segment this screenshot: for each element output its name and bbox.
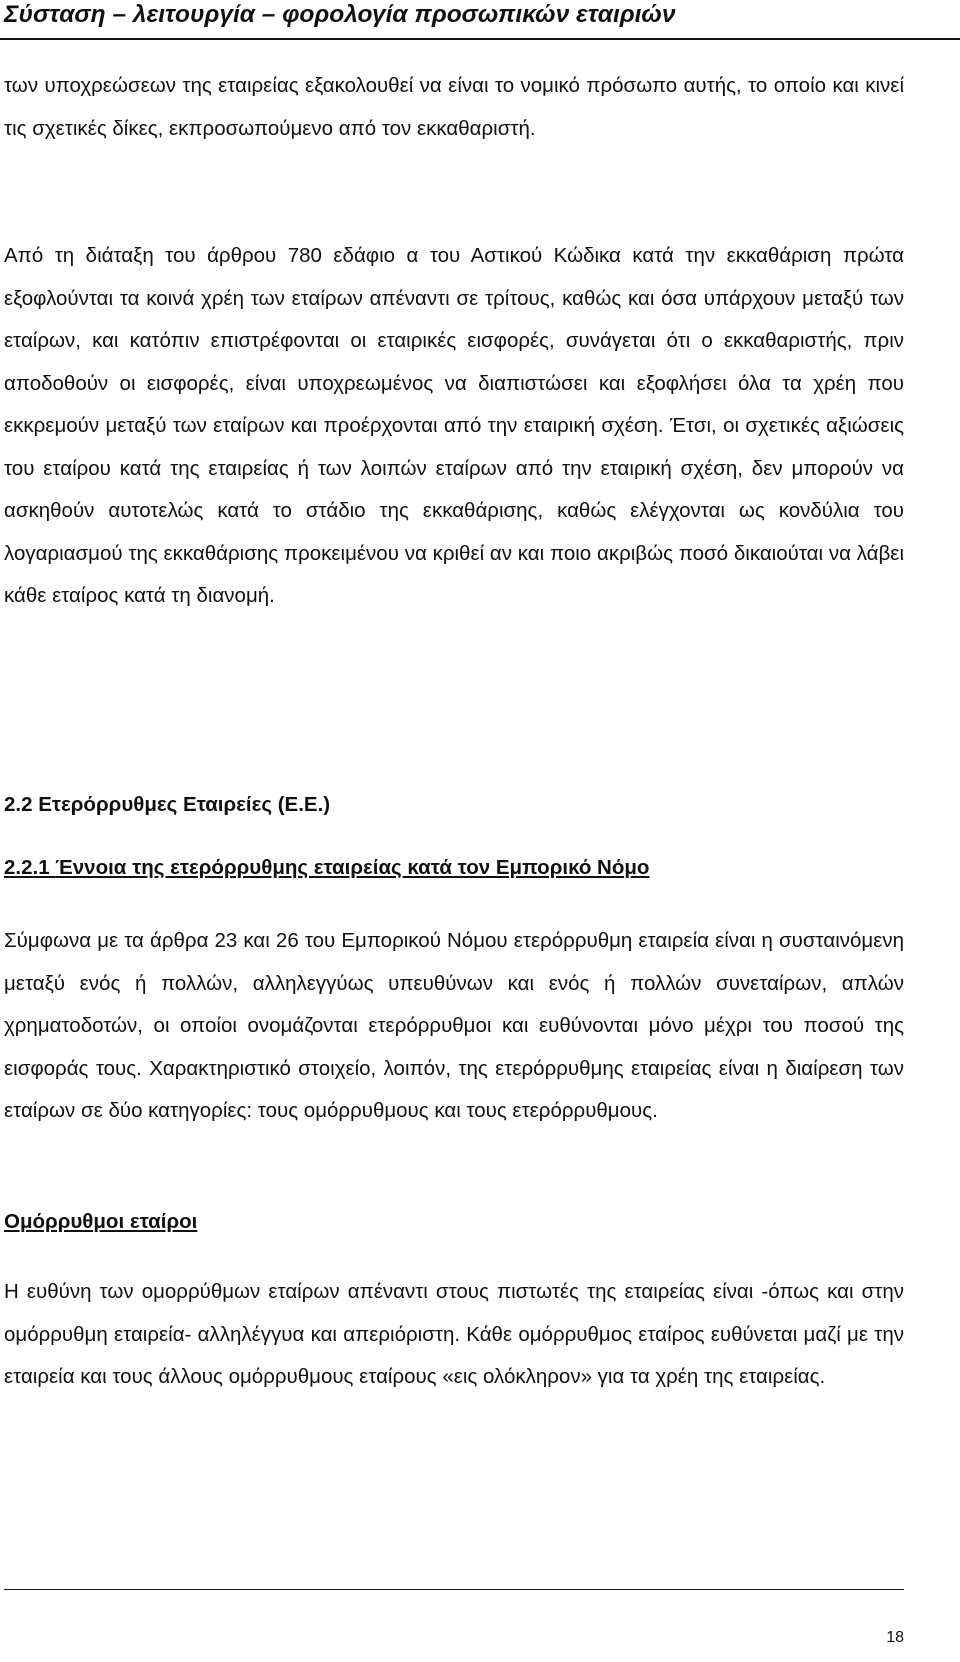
paragraph-liquidation-continued: των υποχρεώσεων της εταιρείας εξακολουθεί να είναι το νομικό πρόσωπο αυτής, το οποίο και κινεί τις σχετικές δίκες, εκπροσωπούμενο από τον εκκαθαριστή. [4, 74, 904, 140]
subsection-heading-definition [4, 853, 649, 883]
page-header [0, 0, 960, 40]
running-header-title: Σύσταση – λειτουργία – φορολογία προσωπικών εταιριών [4, 1, 676, 28]
heading-general-partners-text: Ομόρρυθμοι εταίροι [4, 1210, 198, 1233]
subsection-title: Έννοια της ετερόρρυθμης εταιρείας κατά τον Εμπορικό Νόμο [55, 856, 650, 879]
paragraph-definition: Σύμφωνα με τα άρθρα 23 και 26 του Εμπορικού Νόμου ετερόρρυθμη εταιρεία είναι η συσταινόμενη μεταξύ ενός ή πολλών, αλληλεγγύως υπευθύνων και ενός ή πολλών συνεταίρων, απλών χρηματοδοτών, οι οποίοι ονομάζονται ετερόρρυθμοι και ευθύνονται μόνο μέχρι του ποσού της εισφοράς τους. Χαρακτηριστικό στοιχείο, λοιπόν, της ετερόρρυθμης εταιρείας είναι η διαίρεση των εταίρων σε δύο κατηγορίες: τους ομόρρυθμους και τους ετερόρρυθμους. [4, 929, 904, 1122]
page-number: 18 [886, 1629, 904, 1646]
footer-divider [4, 1589, 904, 1590]
subsection-number: 2.2.1 [4, 856, 56, 879]
section-heading-limited-partnerships: 2.2 Ετερόρρυθμες Εταιρείες (Ε.Ε.) [4, 793, 331, 816]
paragraph-general-partners-liability: Η ευθύνη των ομορρύθμων εταίρων απέναντι στους πιστωτές της εταιρείας είναι -όπως και στην ομόρρυθμη εταιρεία- αλληλέγγυα και απεριόριστη. Κάθε ομόρρυθμος εταίρος ευθύνεται μαζί με την εταιρεία και τους άλλους ομόρρυθμους εταίρους «εις ολόκληρον» για τα χρέη της εταιρείας. [4, 1280, 904, 1388]
paragraph-article-780: Από τη διάταξη του άρθρου 780 εδάφιο α του Αστικού Κώδικα κατά την εκκαθάριση πρώτα εξοφλούνται τα κοινά χρέη των εταίρων απέναντι σε τρίτους, καθώς και όσα υπάρχουν μεταξύ των εταίρων, και κατόπιν επιστρέφονται οι εταιρικές εισφορές, συνάγεται ότι ο εκκαθαριστής, πριν αποδοθούν οι εισφορές, είναι υποχρεωμένος να διαπιστώσει και εξοφλήσει όλα τα χρέη που εκκρεμούν μεταξύ των εταίρων και προέρχονται από την εταιρική σχέση. Έτσι, οι σχετικές αξιώσεις του εταίρου κατά της εταιρείας ή των λοιπών εταίρων από την εταιρική σχέση, δεν μπορούν να ασκηθούν αυτοτελώς κατά το στάδιο της εκκαθάρισης, καθώς ελέγχονται ως κονδύλια του λογαριασμού της εκκαθάρισης προκειμένου να κριθεί αν και ποιο ακριβώς ποσό δικαιούται να λάβει κάθε εταίρος κατά τη διανομή. [4, 244, 904, 607]
heading-general-partners [4, 1207, 197, 1237]
